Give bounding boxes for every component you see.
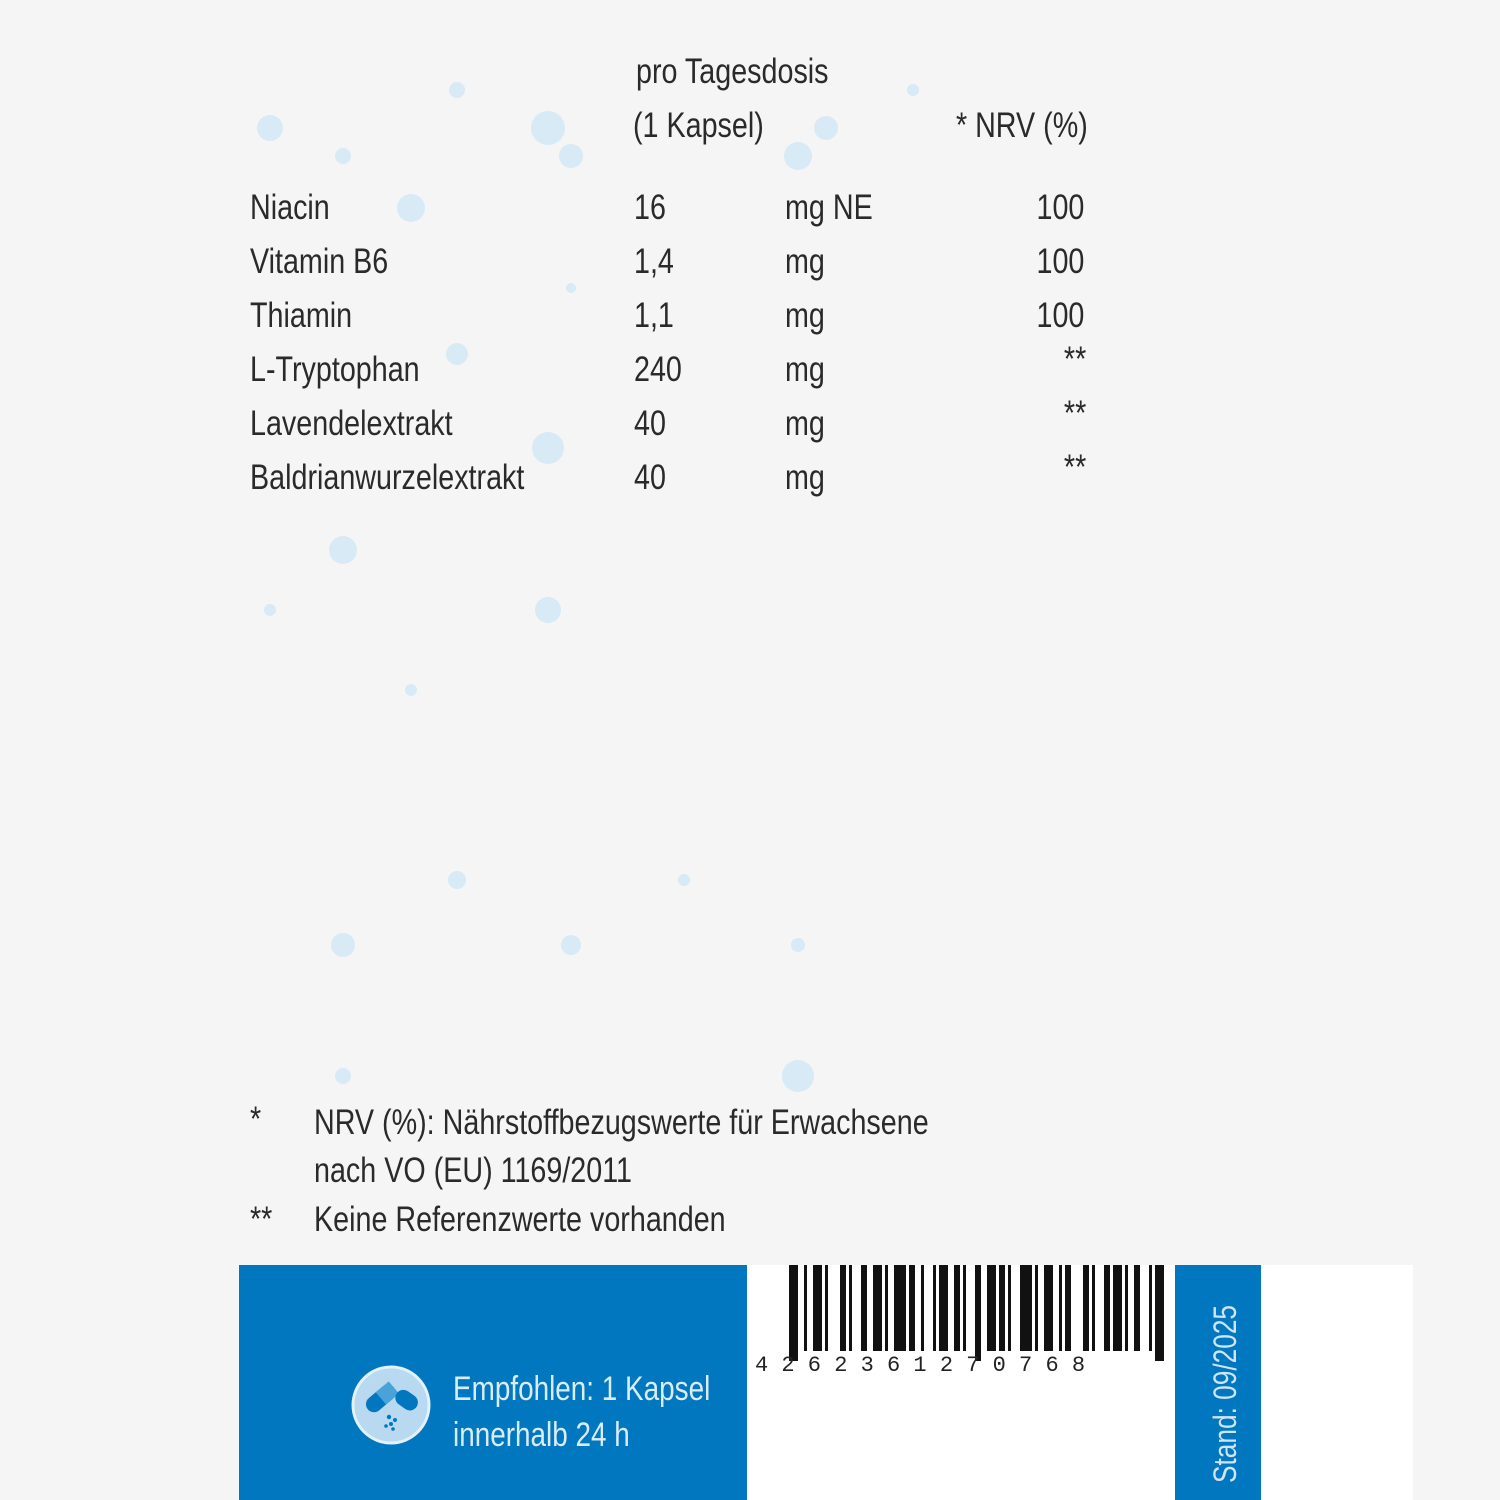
barcode-bar	[840, 1265, 846, 1351]
barcode-bar	[933, 1265, 936, 1351]
barcode-bar	[1104, 1265, 1110, 1351]
barcode-bar	[1125, 1265, 1128, 1351]
barcode-bar	[1035, 1265, 1038, 1351]
barcode-bar	[999, 1265, 1005, 1351]
barcode-bar	[1083, 1265, 1089, 1351]
barcode-bar	[849, 1265, 852, 1351]
barcode-bar	[1059, 1265, 1062, 1351]
bubble	[264, 604, 276, 616]
bubble	[449, 82, 465, 98]
barcode-bar	[1065, 1265, 1071, 1351]
bubble	[566, 283, 576, 293]
bubble	[907, 84, 919, 96]
nutrient-amount: 1,4	[634, 242, 674, 281]
barcode-bar	[939, 1265, 948, 1351]
bubble	[405, 684, 417, 696]
barcode-bars	[789, 1265, 1179, 1361]
nutrient-name: Niacin	[250, 188, 330, 227]
barcode-bar	[1092, 1265, 1095, 1351]
dose-header-line2: (1 Kapsel)	[633, 106, 764, 145]
bubble	[559, 144, 583, 168]
barcode-bar	[789, 1265, 798, 1361]
nutrient-nrv: **	[1063, 448, 1086, 487]
bubble	[335, 148, 351, 164]
bubble	[335, 1068, 351, 1084]
dose-header-line1: pro Tagesdosis	[636, 52, 829, 91]
nutrient-unit: mg NE	[785, 188, 873, 227]
nutrient-name: Lavendelextrakt	[250, 404, 453, 443]
nutrient-amount: 1,1	[634, 296, 674, 335]
bubble	[257, 115, 283, 141]
nutrient-amount: 40	[634, 404, 666, 443]
bubble	[532, 432, 564, 464]
barcode-bar	[813, 1265, 822, 1351]
barcode-bar	[987, 1265, 996, 1351]
nutrient-unit: mg	[785, 404, 825, 443]
nutrient-name: L-Tryptophan	[250, 350, 420, 389]
bubble	[814, 116, 838, 140]
bubble	[678, 874, 690, 886]
nrv-header: * NRV (%)	[956, 106, 1088, 145]
barcode-bar	[825, 1265, 828, 1351]
nutrient-unit: mg	[785, 296, 825, 335]
nutrient-nrv: 100	[1036, 242, 1084, 281]
barcode-bar	[873, 1265, 882, 1351]
bubble	[791, 938, 805, 952]
nutrient-name: Baldrianwurzelextrakt	[250, 458, 525, 497]
recommendation-text: innerhalb 24 h	[453, 1416, 630, 1454]
nutrient-nrv: **	[1063, 394, 1086, 433]
barcode-bar	[1044, 1265, 1053, 1351]
stand-date: Stand: 09/2025	[1207, 1304, 1243, 1483]
barcode-bar	[963, 1265, 966, 1351]
bubble	[535, 597, 561, 623]
footnote-text: Keine Referenzwerte vorhanden	[314, 1200, 726, 1239]
bubble	[397, 194, 425, 222]
bubble	[329, 536, 357, 564]
barcode-bar	[804, 1265, 807, 1351]
bottom-bar	[239, 1265, 1261, 1500]
footnote-text: NRV (%): Nährstoffbezugswerte für Erwachsene	[314, 1103, 929, 1142]
barcode-bar	[1149, 1265, 1152, 1351]
nutrient-name: Thiamin	[250, 296, 353, 335]
nutrient-nrv: 100	[1036, 296, 1084, 335]
barcode-bar	[894, 1265, 906, 1351]
nutrient-unit: mg	[785, 242, 825, 281]
barcode-digits: 4 2 6 2 3 6 1 2 7 0 7 6 8	[755, 1353, 1086, 1378]
bubble	[531, 111, 565, 145]
recommendation-text: Empfohlen: 1 Kapsel	[453, 1370, 711, 1408]
barcode-bar	[1020, 1265, 1032, 1351]
bubble	[784, 142, 812, 170]
footnote-text: nach VO (EU) 1169/2011	[314, 1151, 633, 1190]
bubble	[561, 935, 581, 955]
recommendation-panel	[239, 1265, 747, 1500]
barcode-bar	[954, 1265, 960, 1351]
barcode-bar	[1134, 1265, 1140, 1351]
nutrient-amount: 40	[634, 458, 666, 497]
barcode-bar	[885, 1265, 888, 1351]
footnote-mark: **	[250, 1200, 273, 1239]
capsule-icon	[351, 1365, 431, 1445]
bubble	[448, 871, 466, 889]
nutrient-nrv: 100	[1036, 188, 1084, 227]
barcode-bar	[1113, 1265, 1122, 1351]
barcode-bar	[909, 1265, 915, 1351]
bubble	[331, 933, 355, 957]
barcode-bar	[861, 1265, 867, 1351]
bubble	[446, 343, 468, 365]
barcode-bar	[975, 1265, 981, 1361]
nutrient-amount: 240	[634, 350, 682, 389]
barcode-bar	[921, 1265, 924, 1351]
footnote-mark: *	[250, 1100, 262, 1139]
barcode-bar	[1008, 1265, 1011, 1351]
nutrient-unit: mg	[785, 350, 825, 389]
nutrient-amount: 16	[634, 188, 666, 227]
barcode	[747, 1265, 1413, 1500]
barcode-bar	[1155, 1265, 1164, 1361]
bubble	[782, 1060, 814, 1092]
nutrient-nrv: **	[1063, 340, 1086, 379]
nutrient-name: Vitamin B6	[250, 242, 389, 281]
nutrient-unit: mg	[785, 458, 825, 497]
